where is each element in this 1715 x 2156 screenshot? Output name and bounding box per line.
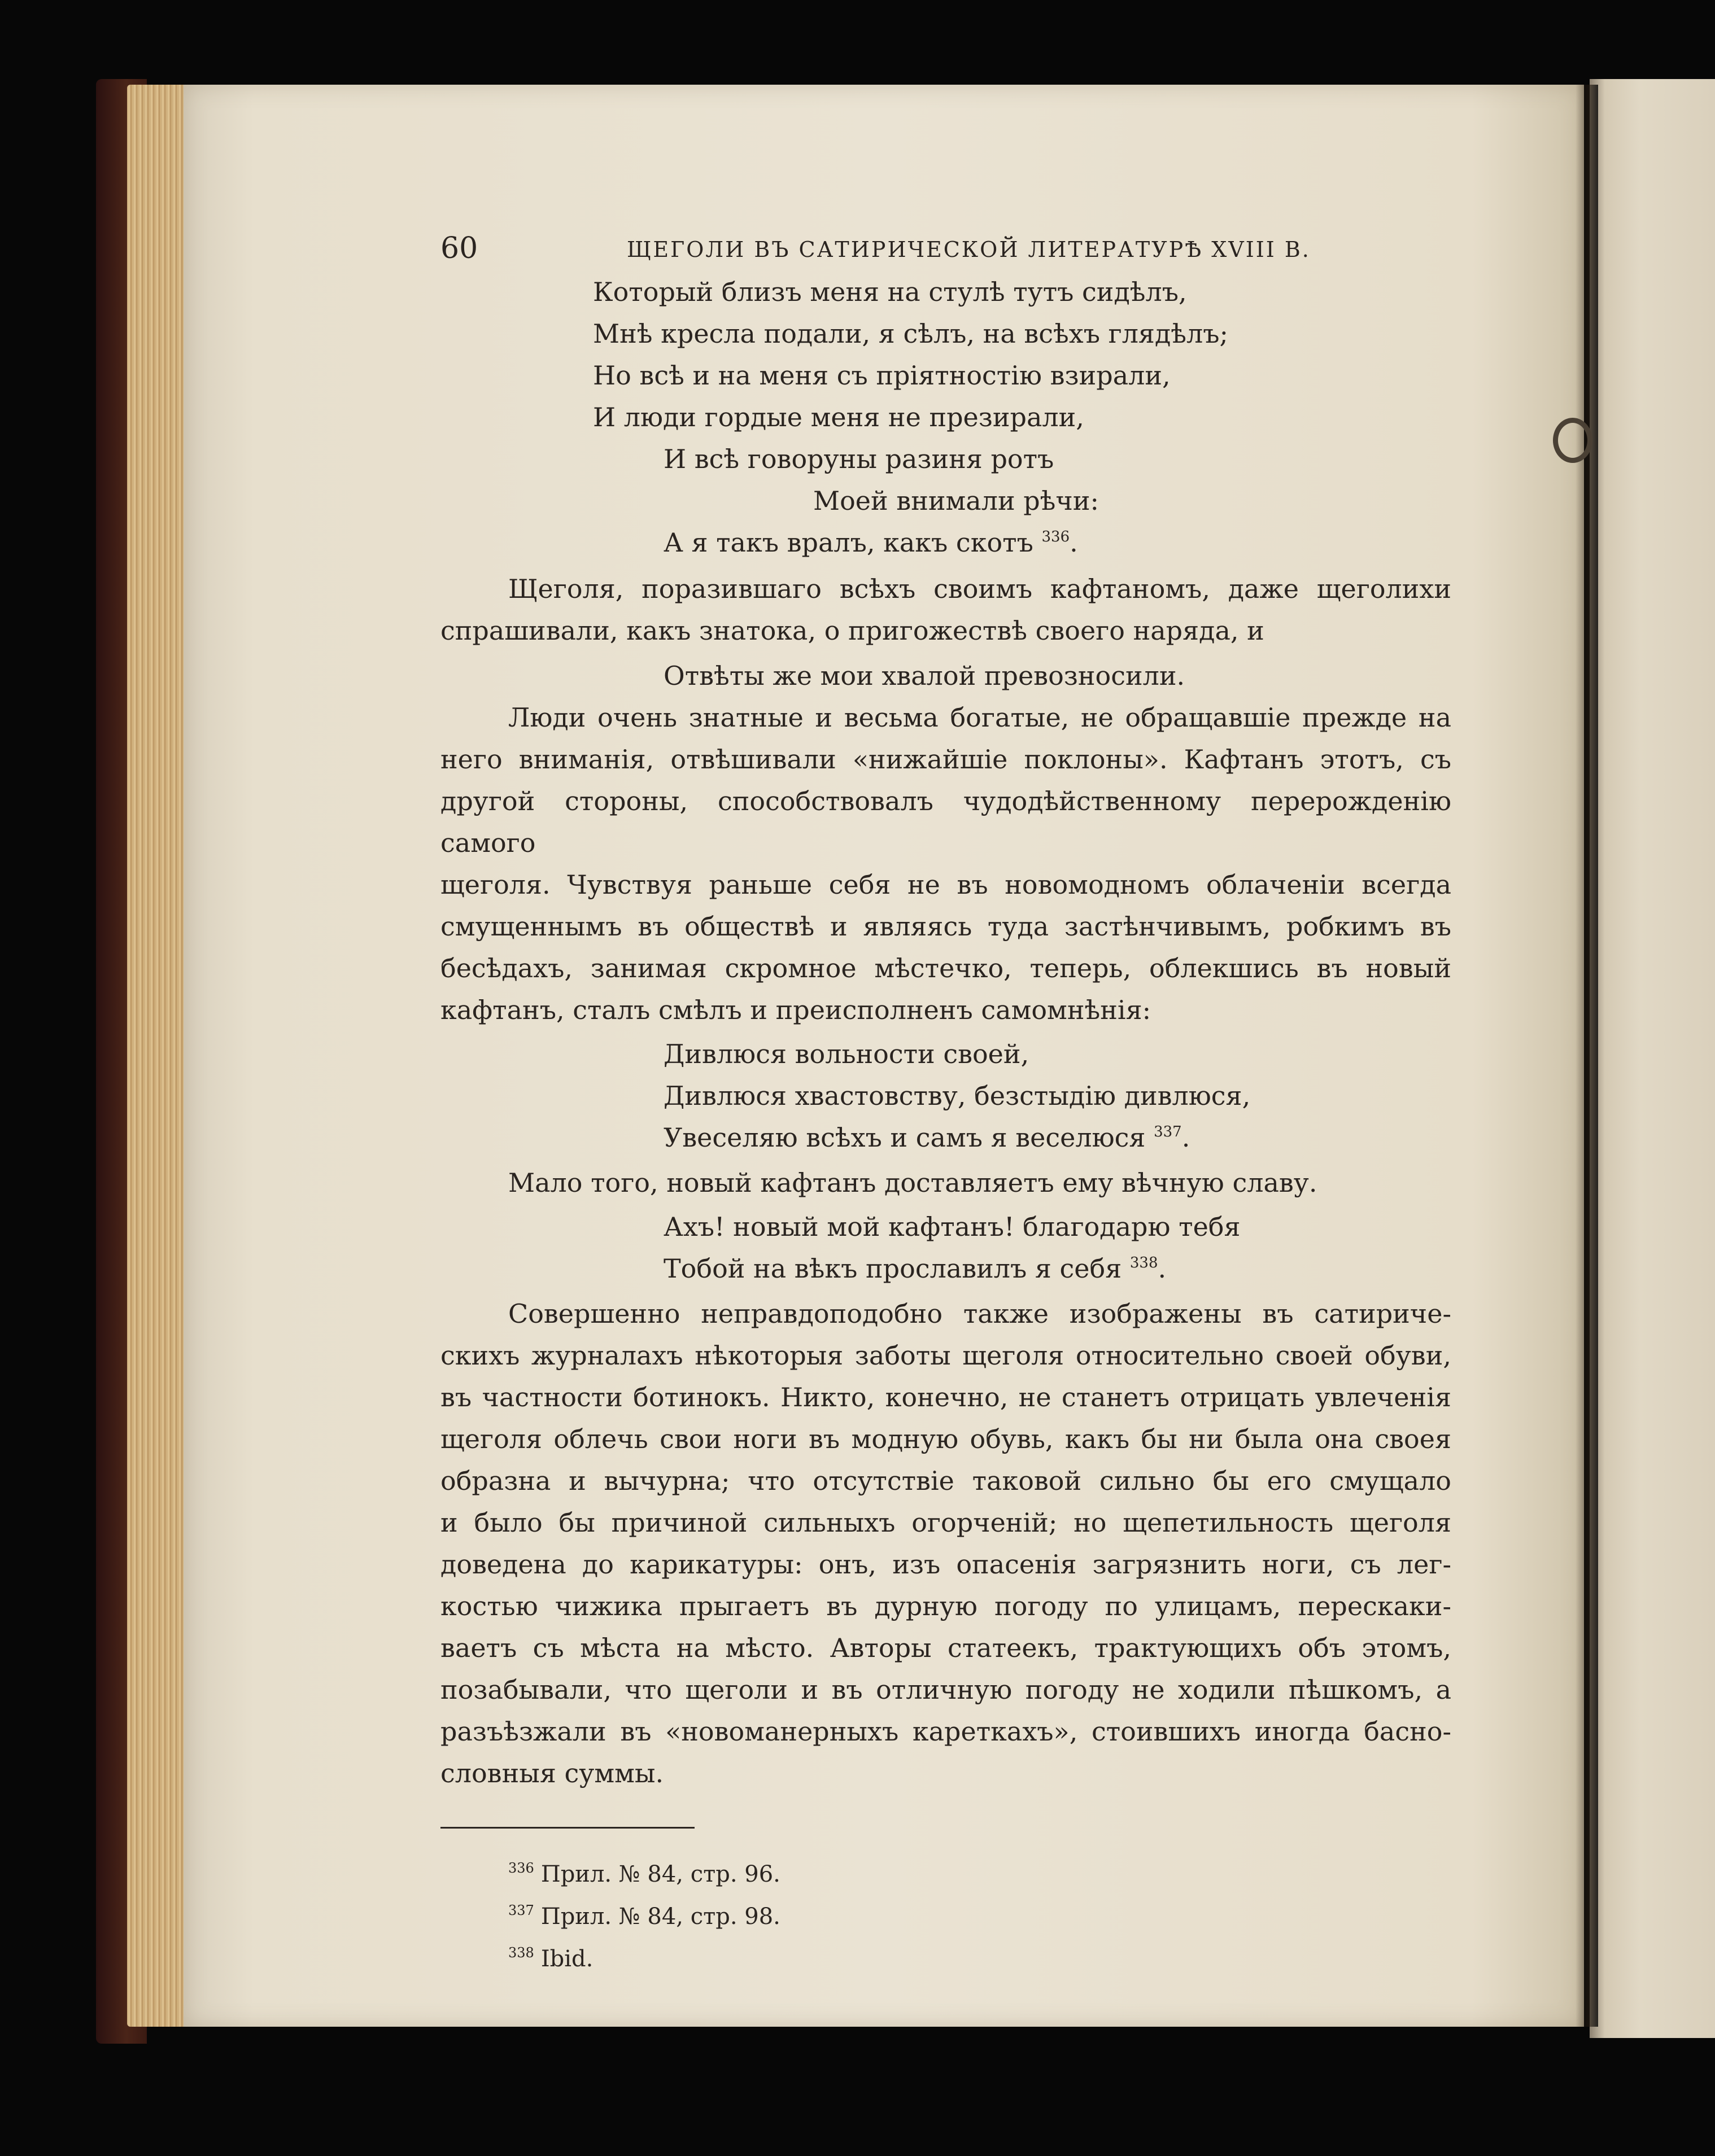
para-line: Люди очень знатные и весьма богатые, не обращавшіе прежде на: [508, 702, 1451, 733]
para-line: доведена до карикатуры: онъ, изъ опасенія загрязнить ноги, съ лег-: [440, 1549, 1451, 1580]
verse-line: Отвѣты же мои хвалой превозносили.: [664, 661, 1185, 691]
paragraph-4: [440, 1293, 1451, 1794]
verse-line: Увеселяю всѣхъ и самъ я веселюся $^{337}$.: [664, 1122, 1190, 1153]
verse-line: Который близъ меня на стулѣ тутъ сидѣлъ,: [593, 277, 1187, 307]
para-line: въ частности ботинокъ. Никто, конечно, не станетъ отрицать увлеченія: [440, 1382, 1451, 1412]
clip-ring-icon: [1553, 418, 1592, 463]
para-line: образна и вычурна; что отсутствіе таковой сильно бы его смущало: [440, 1466, 1451, 1496]
verse-line: И люди гордые меня не презирали,: [593, 402, 1084, 432]
para-line: словныя суммы.: [440, 1758, 664, 1788]
para-line: кафтанъ, сталъ смѣлъ и преисполненъ самомнѣнія:: [440, 995, 1151, 1025]
verse-line: Тобой на вѣкъ прославилъ я себя $^{338}$.: [664, 1253, 1167, 1284]
para-line: разъѣзжали въ «новоманерныхъ кареткахъ», стоившихъ иногда басно-: [440, 1716, 1451, 1747]
verse-line: Дивлюся хвастовству, безстыдію дивлюся,: [664, 1081, 1251, 1111]
para-line: щеголя облечь свои ноги въ модную обувь, какъ бы ни была она своея: [440, 1424, 1451, 1454]
facing-page: [1590, 79, 1715, 2038]
running-title: ЩЕГОЛИ ВЪ САТИРИЧЕСКОЙ ЛИТЕРАТУРѢ XVIII В.: [627, 237, 1311, 262]
verse-line: Мнѣ кресла подали, я сѣлъ, на всѣхъ глядѣлъ;: [593, 318, 1229, 349]
para-line: Совершенно неправдоподобно также изображены въ сатириче-: [508, 1298, 1451, 1329]
book-gutter: [1576, 85, 1598, 2027]
verse-line: Но всѣ и на меня съ пріятностію взирали,: [593, 360, 1171, 391]
verse-block-4: [440, 1206, 1451, 1289]
footnote-ref: 336: [1041, 528, 1070, 545]
para-line: скихъ журналахъ нѣкоторыя заботы щеголя относительно своей обуви,: [440, 1340, 1451, 1371]
para-line: смущеннымъ въ обществѣ и являясь туда застѣнчивымъ, робкимъ въ: [440, 911, 1451, 942]
verse-block-1: [440, 271, 1451, 563]
page-edges: [127, 85, 189, 2027]
verse-line: Моей внимали рѣчи:: [813, 486, 1099, 516]
para-line: Щеголя, поразившаго всѣхъ своимъ кафтаномъ, даже щеголихи: [508, 574, 1451, 604]
para-line: позабывали, что щеголи и въ отличную погоду не ходили пѣшкомъ, а: [440, 1674, 1451, 1705]
para-line: другой стороны, способствовалъ чудодѣйственному перерожденію самого: [440, 786, 1451, 858]
paragraph-1: [440, 568, 1451, 651]
para-line: ваетъ съ мѣста на мѣсто. Авторы статеекъ, трактующихъ объ этомъ,: [440, 1633, 1451, 1663]
footnote-ref: 338: [1129, 1254, 1158, 1271]
page-number: 60: [440, 231, 478, 265]
verse-block-3: [440, 1033, 1451, 1158]
para-line: щеголя. Чувствуя раньше себя не въ новомодномъ облаченіи всегда: [440, 869, 1451, 900]
para-line: него вниманія, отвѣшивали «нижайшіе поклоны». Кафтанъ этотъ, съ: [440, 744, 1451, 775]
footnote: $^{337}$ Прил. № 84, стр. 98.: [508, 1903, 780, 1930]
footnote: $^{338}$ Ibid.: [508, 1945, 594, 1972]
verse-line: И всѣ говоруны разиня ротъ: [664, 444, 1054, 474]
page-header: [440, 231, 1451, 271]
footnotes: [440, 1850, 1451, 1977]
para-line: спрашивали, какъ знатока, о пригожествѣ своего наряда, и: [440, 615, 1264, 646]
paragraph-3: Мало того, новый кафтанъ доставляетъ ему вѣчную славу.: [508, 1167, 1317, 1198]
verse-line: Дивлюся вольности своей,: [664, 1039, 1029, 1069]
paragraph-2: [440, 697, 1451, 1031]
para-line: бесѣдахъ, занимая скромное мѣстечко, теперь, облекшись въ новый: [440, 953, 1451, 983]
verse-line: Ахъ! новый мой кафтанъ! благодарю тебя: [664, 1212, 1241, 1242]
footnote-divider: [440, 1827, 695, 1829]
para-line: костью чижика прыгаетъ въ дурную погоду по улицамъ, перескаки-: [440, 1591, 1451, 1621]
verse-line: А я такъ вралъ, какъ скотъ $^{336}$.: [664, 527, 1078, 558]
footnote: $^{336}$ Прил. № 84, стр. 96.: [508, 1860, 780, 1887]
footnote-ref: 337: [1154, 1123, 1182, 1140]
para-line: и было бы причиной сильныхъ огорченій; но щепетильность щеголя: [440, 1507, 1451, 1538]
page-text: [440, 231, 1451, 1977]
